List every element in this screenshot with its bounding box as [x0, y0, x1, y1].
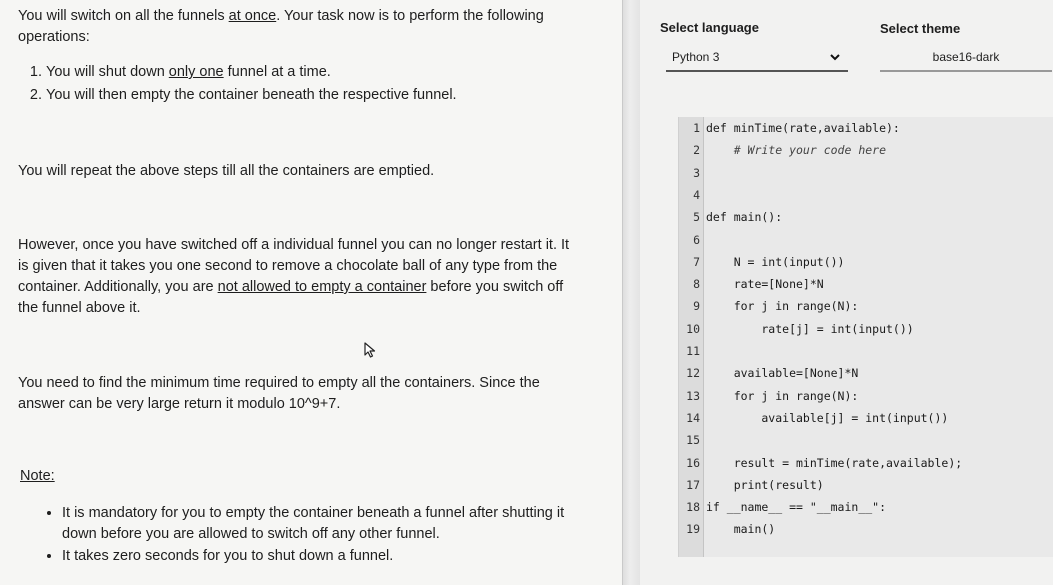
line-number: 12 — [686, 366, 700, 381]
code-line[interactable] — [679, 139, 1053, 161]
line-number: 4 — [693, 187, 700, 202]
intro-text: You will switch on all the funnels — [18, 8, 229, 24]
code-text: available[j] = int(input()) — [706, 410, 949, 425]
code-line[interactable] — [679, 385, 1053, 407]
line-number: 10 — [686, 321, 700, 336]
line-number: 9 — [693, 299, 700, 314]
code-line[interactable] — [679, 251, 1053, 273]
line-number: 6 — [693, 232, 700, 247]
line-number: 1 — [693, 121, 700, 135]
code-text: available=[None]*N — [706, 366, 859, 381]
list-item: 1. You will shut down only one funnel at a time. — [46, 61, 457, 84]
code-text: print(result) — [706, 477, 824, 492]
list-item: 2. You will then empty the container beneath the respective funnel. — [46, 84, 457, 107]
intro-paragraph — [18, 6, 544, 48]
theme-label: Select theme — [880, 21, 961, 36]
code-line[interactable] — [679, 496, 1053, 518]
code-line[interactable] — [679, 407, 1053, 429]
line-number: 3 — [693, 165, 700, 180]
not-allowed-underlined: not allowed to empty a container — [217, 279, 427, 295]
code-line[interactable] — [679, 318, 1053, 340]
code-text: def minTime(rate,available): — [706, 121, 900, 135]
only-one-underlined: only one — [168, 64, 224, 80]
line-number: 18 — [686, 500, 700, 515]
mouse-cursor-icon — [364, 342, 378, 358]
line-number: 14 — [686, 410, 700, 425]
code-line[interactable] — [679, 429, 1053, 451]
at-once-underlined: at once — [228, 8, 277, 24]
code-line[interactable] — [679, 117, 1053, 139]
line-number: 16 — [686, 455, 700, 470]
language-value: Python 3 — [672, 50, 720, 64]
code-editor[interactable] — [678, 117, 1053, 557]
language-select[interactable] — [666, 44, 848, 72]
line-number: 13 — [686, 388, 700, 403]
chevron-down-icon — [830, 53, 840, 61]
code-text: for j in range(N): — [706, 299, 859, 314]
code-line[interactable] — [679, 184, 1053, 206]
line-number: 17 — [686, 477, 700, 492]
code-text: # Write your code here — [706, 143, 887, 158]
code-text: for j in range(N): — [706, 388, 859, 403]
code-line[interactable] — [679, 518, 1053, 540]
code-text: def main(): — [706, 210, 783, 225]
code-line[interactable] — [679, 295, 1053, 317]
line-number: 7 — [693, 254, 700, 269]
line-number: 11 — [686, 344, 700, 358]
code-line[interactable] — [679, 162, 1053, 184]
notes-list — [44, 503, 602, 568]
code-line[interactable] — [679, 474, 1053, 496]
theme-select[interactable] — [880, 44, 1052, 72]
list-item: • It is mandatory for you to empty the container beneath a funnel after shutting it down before you are allowed to switch off any other funnel. — [62, 503, 602, 545]
code-line[interactable] — [679, 340, 1053, 362]
code-editor-pane — [640, 0, 1053, 585]
language-label: Select language — [660, 20, 759, 35]
code-line[interactable] — [679, 229, 1053, 251]
minimum-time-paragraph: You need to find the minimum time required to empty all the containers. Since the answer can be very large return it modulo 10^9+7. — [18, 375, 540, 412]
code-line[interactable] — [679, 452, 1053, 474]
code-line[interactable] — [679, 206, 1053, 228]
list-item: • It takes zero seconds for you to shut down a funnel. — [62, 546, 602, 567]
repeat-paragraph: You will repeat the above steps till all the containers are emptied. — [18, 163, 435, 179]
however-paragraph: However, once you have switched off a individual funnel you can no longer restart it. It is given that it takes you one second to remove a chocolate ball of any type from the container. Additionally, you are not allowed to empty a container before you switch off the funnel above it. — [18, 237, 570, 316]
operations-list — [28, 61, 457, 107]
code-text: rate=[None]*N — [706, 277, 824, 292]
code-text: rate[j] = int(input()) — [706, 321, 914, 336]
line-number: 8 — [693, 277, 700, 292]
intro-text-2: . Your task now is to perform the following — [276, 8, 544, 24]
code-text: if __name__ == "__main__": — [706, 500, 887, 515]
line-number: 5 — [693, 210, 700, 225]
line-number: 15 — [686, 433, 700, 448]
code-text: N = int(input()) — [706, 254, 845, 269]
code-text: main() — [706, 522, 776, 537]
line-number: 2 — [693, 143, 700, 158]
intro-text-3: operations: — [18, 29, 90, 45]
line-number: 19 — [686, 522, 700, 537]
code-line[interactable] — [679, 273, 1053, 295]
theme-value: base16-dark — [932, 50, 1000, 64]
code-text: result = minTime(rate,available); — [706, 455, 963, 470]
code-line[interactable] — [679, 362, 1053, 384]
note-label: Note: — [20, 468, 55, 484]
pane-resize-handle[interactable] — [622, 0, 642, 585]
